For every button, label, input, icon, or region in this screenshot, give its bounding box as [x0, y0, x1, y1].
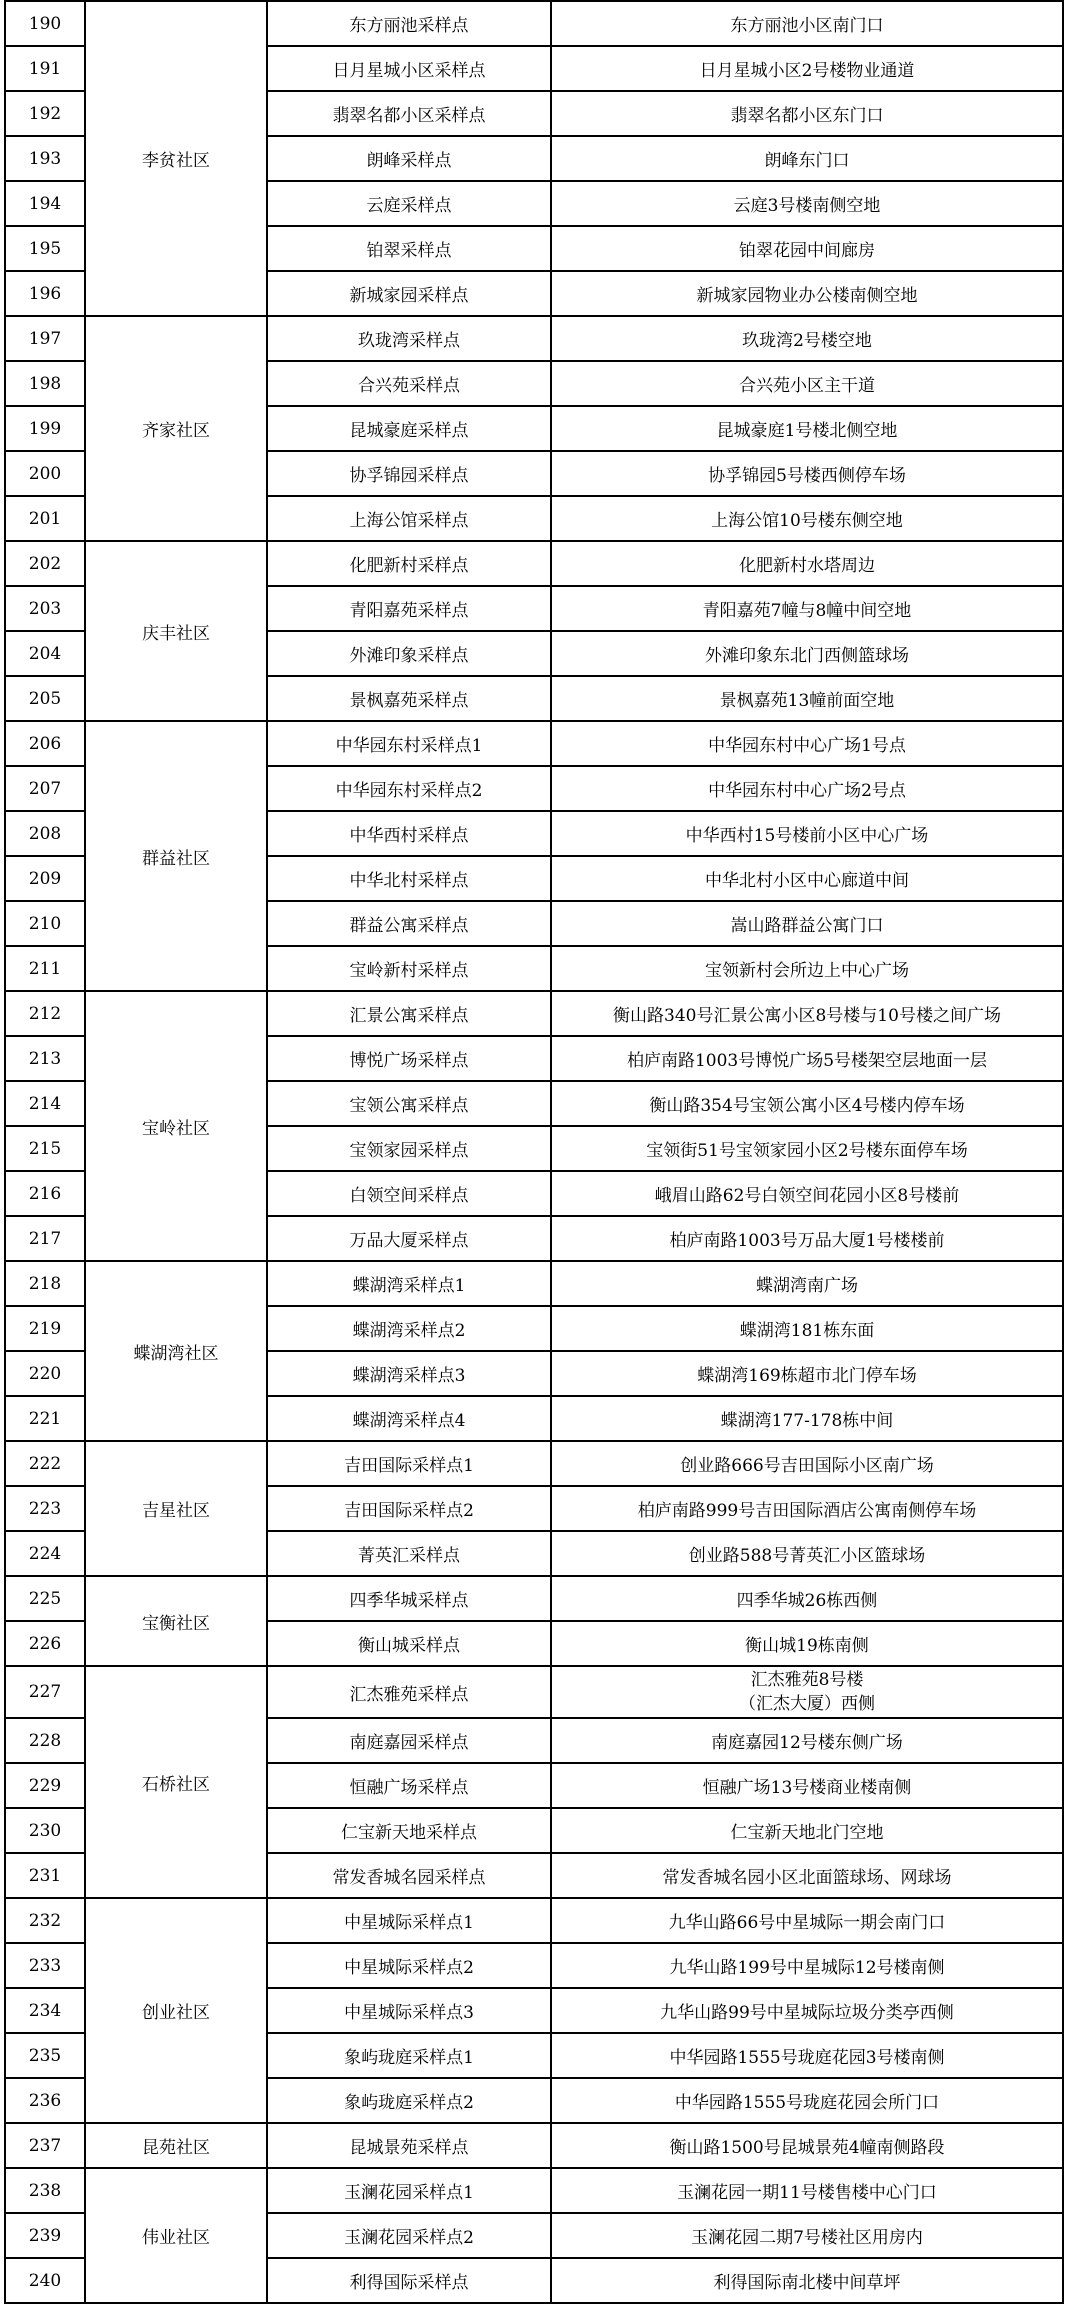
sampling-point-location: 蝶湖湾南广场: [551, 1261, 1063, 1306]
sampling-point-location: 柏庐南路999号吉田国际酒店公寓南侧停车场: [551, 1486, 1063, 1531]
row-number: 209: [5, 856, 85, 901]
row-number: 202: [5, 541, 85, 586]
sampling-point-location: 衡山路340号汇景公寓小区8号楼与10号楼之间广场: [551, 991, 1063, 1036]
sampling-point-location: 创业路666号吉田国际小区南广场: [551, 1441, 1063, 1486]
sampling-point-name: 吉田国际采样点1: [267, 1441, 551, 1486]
sampling-point-name: 蝶湖湾采样点2: [267, 1306, 551, 1351]
sampling-point-location: 新城家园物业办公楼南侧空地: [551, 271, 1063, 316]
sampling-point-name: 铂翠采样点: [267, 226, 551, 271]
sampling-point-location: 景枫嘉苑13幢前面空地: [551, 676, 1063, 721]
sampling-point-location: 九华山路199号中星城际12号楼南侧: [551, 1943, 1063, 1988]
sampling-point-name: 中星城际采样点3: [267, 1988, 551, 2033]
sampling-point-name: 翡翠名都小区采样点: [267, 91, 551, 136]
sampling-point-location: 中华园路1555号珑庭花园会所门口: [551, 2078, 1063, 2123]
sampling-point-location: 上海公馆10号楼东侧空地: [551, 496, 1063, 541]
community-name: 庆丰社区: [85, 541, 267, 721]
sampling-point-name: 汇景公寓采样点: [267, 991, 551, 1036]
sampling-point-name: 中华园东村采样点1: [267, 721, 551, 766]
table-row: [5, 2123, 1063, 2168]
sampling-point-location: 衡山路354号宝领公寓小区4号楼内停车场: [551, 1081, 1063, 1126]
sampling-point-name: 中华北村采样点: [267, 856, 551, 901]
sampling-point-name: 蝶湖湾采样点1: [267, 1261, 551, 1306]
sampling-point-name: 日月星城小区采样点: [267, 46, 551, 91]
community-name: 群益社区: [85, 721, 267, 991]
sampling-point-name: 云庭采样点: [267, 181, 551, 226]
table-row: [5, 1261, 1063, 1306]
row-number: 226: [5, 1621, 85, 1666]
sampling-point-name: 万品大厦采样点: [267, 1216, 551, 1261]
sampling-point-location: 玉澜花园一期11号楼售楼中心门口: [551, 2168, 1063, 2213]
sampling-point-location: 化肥新村水塔周边: [551, 541, 1063, 586]
sampling-point-location: 蝶湖湾181栋东面: [551, 1306, 1063, 1351]
row-number: 218: [5, 1261, 85, 1306]
sampling-point-name: 衡山城采样点: [267, 1621, 551, 1666]
sampling-point-name: 东方丽池采样点: [267, 1, 551, 46]
table-row: [5, 2168, 1063, 2213]
table-row: [5, 991, 1063, 1036]
sampling-point-location: 柏庐南路1003号万品大厦1号楼楼前: [551, 1216, 1063, 1261]
row-number: 234: [5, 1988, 85, 2033]
row-number: 225: [5, 1576, 85, 1621]
sampling-point-name: 新城家园采样点: [267, 271, 551, 316]
row-number: 232: [5, 1898, 85, 1943]
sampling-point-name: 象屿珑庭采样点2: [267, 2078, 551, 2123]
community-name: 齐家社区: [85, 316, 267, 541]
row-number: 237: [5, 2123, 85, 2168]
sampling-point-name: 菁英汇采样点: [267, 1531, 551, 1576]
row-number: 227: [5, 1666, 85, 1718]
sampling-point-name: 青阳嘉苑采样点: [267, 586, 551, 631]
row-number: 236: [5, 2078, 85, 2123]
sampling-point-name: 白领空间采样点: [267, 1171, 551, 1216]
sampling-point-location: 宝领街51号宝领家园小区2号楼东面停车场: [551, 1126, 1063, 1171]
sampling-point-name: 昆城景苑采样点: [267, 2123, 551, 2168]
community-name: 昆苑社区: [85, 2123, 267, 2168]
row-number: 194: [5, 181, 85, 226]
sampling-point-location: 汇杰雅苑8号楼 （汇杰大厦）西侧: [551, 1666, 1063, 1718]
sampling-point-name: 仁宝新天地采样点: [267, 1808, 551, 1853]
sampling-point-location: 云庭3号楼南侧空地: [551, 181, 1063, 226]
table-row: [5, 1441, 1063, 1486]
row-number: 195: [5, 226, 85, 271]
community-name: 石桥社区: [85, 1666, 267, 1898]
row-number: 199: [5, 406, 85, 451]
row-number: 216: [5, 1171, 85, 1216]
sampling-point-name: 昆城豪庭采样点: [267, 406, 551, 451]
sampling-point-name: 蝶湖湾采样点4: [267, 1396, 551, 1441]
row-number: 219: [5, 1306, 85, 1351]
row-number: 213: [5, 1036, 85, 1081]
sampling-point-location: 铂翠花园中间廊房: [551, 226, 1063, 271]
row-number: 222: [5, 1441, 85, 1486]
row-number: 239: [5, 2213, 85, 2258]
sampling-point-location: 仁宝新天地北门空地: [551, 1808, 1063, 1853]
sampling-point-name: 玉澜花园采样点1: [267, 2168, 551, 2213]
row-number: 191: [5, 46, 85, 91]
sampling-point-location: 创业路588号菁英汇小区篮球场: [551, 1531, 1063, 1576]
row-number: 206: [5, 721, 85, 766]
community-name: 蝶湖湾社区: [85, 1261, 267, 1441]
sampling-point-name: 宝领公寓采样点: [267, 1081, 551, 1126]
sampling-point-location: 利得国际南北楼中间草坪: [551, 2258, 1063, 2303]
row-number: 231: [5, 1853, 85, 1898]
sampling-point-location: 玖珑湾2号楼空地: [551, 316, 1063, 361]
sampling-point-location: 南庭嘉园12号楼东侧广场: [551, 1718, 1063, 1763]
sampling-point-name: 化肥新村采样点: [267, 541, 551, 586]
row-number: 192: [5, 91, 85, 136]
sampling-point-name: 宝岭新村采样点: [267, 946, 551, 991]
sampling-point-name: 四季华城采样点: [267, 1576, 551, 1621]
row-number: 215: [5, 1126, 85, 1171]
sampling-point-name: 景枫嘉苑采样点: [267, 676, 551, 721]
sampling-point-location: 峨眉山路62号白领空间花园小区8号楼前: [551, 1171, 1063, 1216]
community-name: 伟业社区: [85, 2168, 267, 2303]
row-number: 223: [5, 1486, 85, 1531]
sampling-point-location: 青阳嘉苑7幢与8幢中间空地: [551, 586, 1063, 631]
sampling-point-table: [4, 0, 1064, 2304]
sampling-point-location: 四季华城26栋西侧: [551, 1576, 1063, 1621]
row-number: 240: [5, 2258, 85, 2303]
sampling-point-name: 玖珑湾采样点: [267, 316, 551, 361]
sampling-point-location: 衡山路1500号昆城景苑4幢南侧路段: [551, 2123, 1063, 2168]
row-number: 205: [5, 676, 85, 721]
table-row: [5, 721, 1063, 766]
row-number: 203: [5, 586, 85, 631]
row-number: 196: [5, 271, 85, 316]
sampling-point-location: 外滩印象东北门西侧篮球场: [551, 631, 1063, 676]
table-row: [5, 316, 1063, 361]
sampling-point-location: 东方丽池小区南门口: [551, 1, 1063, 46]
sampling-point-location: 蝶湖湾169栋超市北门停车场: [551, 1351, 1063, 1396]
row-number: 190: [5, 1, 85, 46]
sampling-point-name: 中华西村采样点: [267, 811, 551, 856]
sampling-point-location: 九华山路66号中星城际一期会南门口: [551, 1898, 1063, 1943]
table-row: [5, 1576, 1063, 1621]
sampling-point-name: 上海公馆采样点: [267, 496, 551, 541]
row-number: 214: [5, 1081, 85, 1126]
sampling-point-name: 利得国际采样点: [267, 2258, 551, 2303]
sampling-point-location: 中华园东村中心广场1号点: [551, 721, 1063, 766]
sampling-point-name: 群益公寓采样点: [267, 901, 551, 946]
row-number: 197: [5, 316, 85, 361]
sampling-point-location: 中华西村15号楼前小区中心广场: [551, 811, 1063, 856]
sampling-point-location: 恒融广场13号楼商业楼南侧: [551, 1763, 1063, 1808]
row-number: 220: [5, 1351, 85, 1396]
sampling-point-name: 吉田国际采样点2: [267, 1486, 551, 1531]
sampling-point-location: 中华园东村中心广场2号点: [551, 766, 1063, 811]
sampling-point-name: 博悦广场采样点: [267, 1036, 551, 1081]
sampling-point-name: 玉澜花园采样点2: [267, 2213, 551, 2258]
row-number: 235: [5, 2033, 85, 2078]
sampling-point-name: 象屿珑庭采样点1: [267, 2033, 551, 2078]
table-row: [5, 1898, 1063, 1943]
sampling-point-location: 宝领新村会所边上中心广场: [551, 946, 1063, 991]
row-number: 208: [5, 811, 85, 856]
sampling-point-location: 翡翠名都小区东门口: [551, 91, 1063, 136]
sampling-point-name: 恒融广场采样点: [267, 1763, 551, 1808]
row-number: 193: [5, 136, 85, 181]
sampling-point-location: 玉澜花园二期7号楼社区用房内: [551, 2213, 1063, 2258]
sampling-point-name: 合兴苑采样点: [267, 361, 551, 406]
sampling-point-name: 汇杰雅苑采样点: [267, 1666, 551, 1718]
row-number: 229: [5, 1763, 85, 1808]
sampling-point-name: 中星城际采样点1: [267, 1898, 551, 1943]
community-name: 创业社区: [85, 1898, 267, 2123]
row-number: 198: [5, 361, 85, 406]
sampling-point-location: 衡山城19栋南侧: [551, 1621, 1063, 1666]
row-number: 204: [5, 631, 85, 676]
row-number: 211: [5, 946, 85, 991]
sampling-point-location: 常发香城名园小区北面篮球场、网球场: [551, 1853, 1063, 1898]
row-number: 224: [5, 1531, 85, 1576]
sampling-point-location: 朗峰东门口: [551, 136, 1063, 181]
row-number: 221: [5, 1396, 85, 1441]
row-number: 228: [5, 1718, 85, 1763]
table-row: [5, 541, 1063, 586]
row-number: 201: [5, 496, 85, 541]
row-number: 217: [5, 1216, 85, 1261]
sampling-point-name: 宝领家园采样点: [267, 1126, 551, 1171]
sampling-point-location: 日月星城小区2号楼物业通道: [551, 46, 1063, 91]
sampling-point-name: 蝶湖湾采样点3: [267, 1351, 551, 1396]
row-number: 238: [5, 2168, 85, 2213]
sampling-point-location: 柏庐南路1003号博悦广场5号楼架空层地面一层: [551, 1036, 1063, 1081]
row-number: 210: [5, 901, 85, 946]
community-name: 吉星社区: [85, 1441, 267, 1576]
row-number: 200: [5, 451, 85, 496]
row-number: 212: [5, 991, 85, 1036]
sampling-point-name: 朗峰采样点: [267, 136, 551, 181]
sampling-point-name: 协孚锦园采样点: [267, 451, 551, 496]
row-number: 230: [5, 1808, 85, 1853]
sampling-point-location: 嵩山路群益公寓门口: [551, 901, 1063, 946]
sampling-point-location: 协孚锦园5号楼西侧停车场: [551, 451, 1063, 496]
sampling-point-location: 九华山路99号中星城际垃圾分类亭西侧: [551, 1988, 1063, 2033]
sampling-point-name: 南庭嘉园采样点: [267, 1718, 551, 1763]
community-name: 宝衡社区: [85, 1576, 267, 1666]
table-row: [5, 1666, 1063, 1718]
row-number: 233: [5, 1943, 85, 1988]
sampling-point-location: 昆城豪庭1号楼北侧空地: [551, 406, 1063, 451]
sampling-point-name: 常发香城名园采样点: [267, 1853, 551, 1898]
sampling-point-location: 蝶湖湾177-178栋中间: [551, 1396, 1063, 1441]
sampling-point-name: 中星城际采样点2: [267, 1943, 551, 1988]
community-name: 宝岭社区: [85, 991, 267, 1261]
sampling-point-location: 中华北村小区中心廊道中间: [551, 856, 1063, 901]
table-row: [5, 1, 1063, 46]
row-number: 207: [5, 766, 85, 811]
sampling-point-location: 合兴苑小区主干道: [551, 361, 1063, 406]
sampling-point-name: 外滩印象采样点: [267, 631, 551, 676]
community-name: 李贫社区: [85, 1, 267, 316]
sampling-point-location: 中华园路1555号珑庭花园3号楼南侧: [551, 2033, 1063, 2078]
sampling-point-name: 中华园东村采样点2: [267, 766, 551, 811]
